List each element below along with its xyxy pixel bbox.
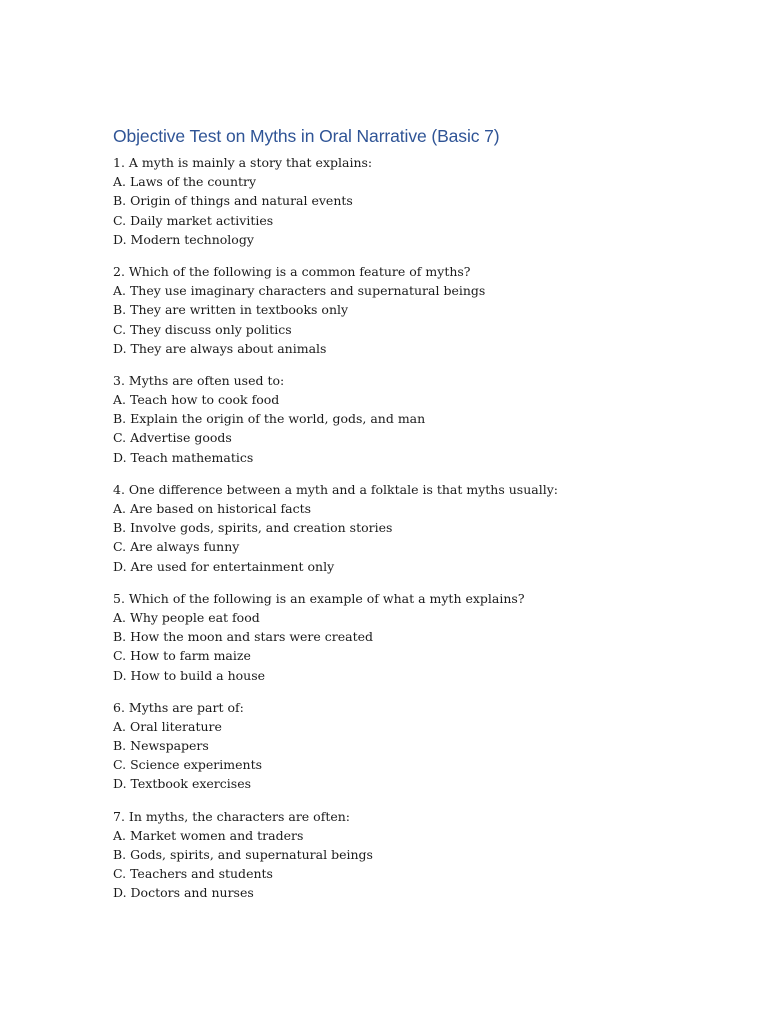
option-d: D. They are always about animals [113, 340, 327, 356]
option-a: A. Teach how to cook food [113, 392, 280, 408]
option-c: C. Teachers and students [113, 866, 273, 882]
page-title: Objective Test on Myths in Oral Narrative (Basic 7) [113, 126, 500, 146]
option-c: C. Are always funny [113, 539, 240, 555]
option-c: C. How to farm maize [113, 648, 251, 664]
option-a: A. Why people eat food [113, 609, 260, 625]
option-a: A. Oral literature [113, 718, 222, 734]
question-stem: 4. One difference between a myth and a folktale is that myths usually: [113, 481, 558, 497]
option-d: D. How to build a house [113, 667, 266, 683]
option-a: A. They use imaginary characters and supernatural beings [113, 283, 486, 299]
option-d: D. Doctors and nurses [113, 885, 254, 901]
option-d: D. Are used for entertainment only [113, 558, 335, 574]
question-5 [113, 589, 713, 685]
option-c: C. Science experiments [113, 757, 263, 773]
option-b: B. They are written in textbooks only [113, 302, 349, 318]
option-a: A. Market women and traders [113, 827, 304, 843]
option-b: B. Explain the origin of the world, gods, and man [113, 411, 426, 427]
option-b: B. How the moon and stars were created [113, 629, 374, 645]
question-6 [113, 698, 713, 794]
question-2 [113, 262, 713, 358]
document-content [113, 124, 713, 916]
option-c: C. Advertise goods [113, 430, 232, 446]
option-b: B. Origin of things and natural events [113, 193, 353, 209]
question-4 [113, 480, 713, 576]
question-stem: 6. Myths are part of: [113, 699, 244, 715]
question-stem: 2. Which of the following is a common feature of myths? [113, 263, 471, 279]
question-stem: 7. In myths, the characters are often: [113, 808, 351, 824]
question-3 [113, 371, 713, 467]
option-b: B. Gods, spirits, and supernatural beings [113, 847, 373, 862]
question-stem: 5. Which of the following is an example of what a myth explains? [113, 590, 525, 606]
option-a: A. Laws of the country [113, 174, 257, 190]
option-b: B. Involve gods, spirits, and creation stories [113, 520, 393, 536]
option-c: C. They discuss only politics [113, 321, 292, 337]
option-b: B. Newspapers [113, 738, 209, 754]
question-7 [113, 807, 713, 903]
question-stem: 1. A myth is mainly a story that explains: [113, 155, 373, 170]
question-1 [113, 153, 713, 249]
option-a: A. Are based on historical facts [113, 501, 312, 516]
option-c: C. Daily market activities [113, 212, 274, 228]
option-d: D. Modern technology [113, 231, 254, 247]
option-d: D. Textbook exercises [113, 776, 252, 792]
option-d: D. Teach mathematics [113, 449, 254, 465]
question-stem: 3. Myths are often used to: [113, 372, 285, 388]
